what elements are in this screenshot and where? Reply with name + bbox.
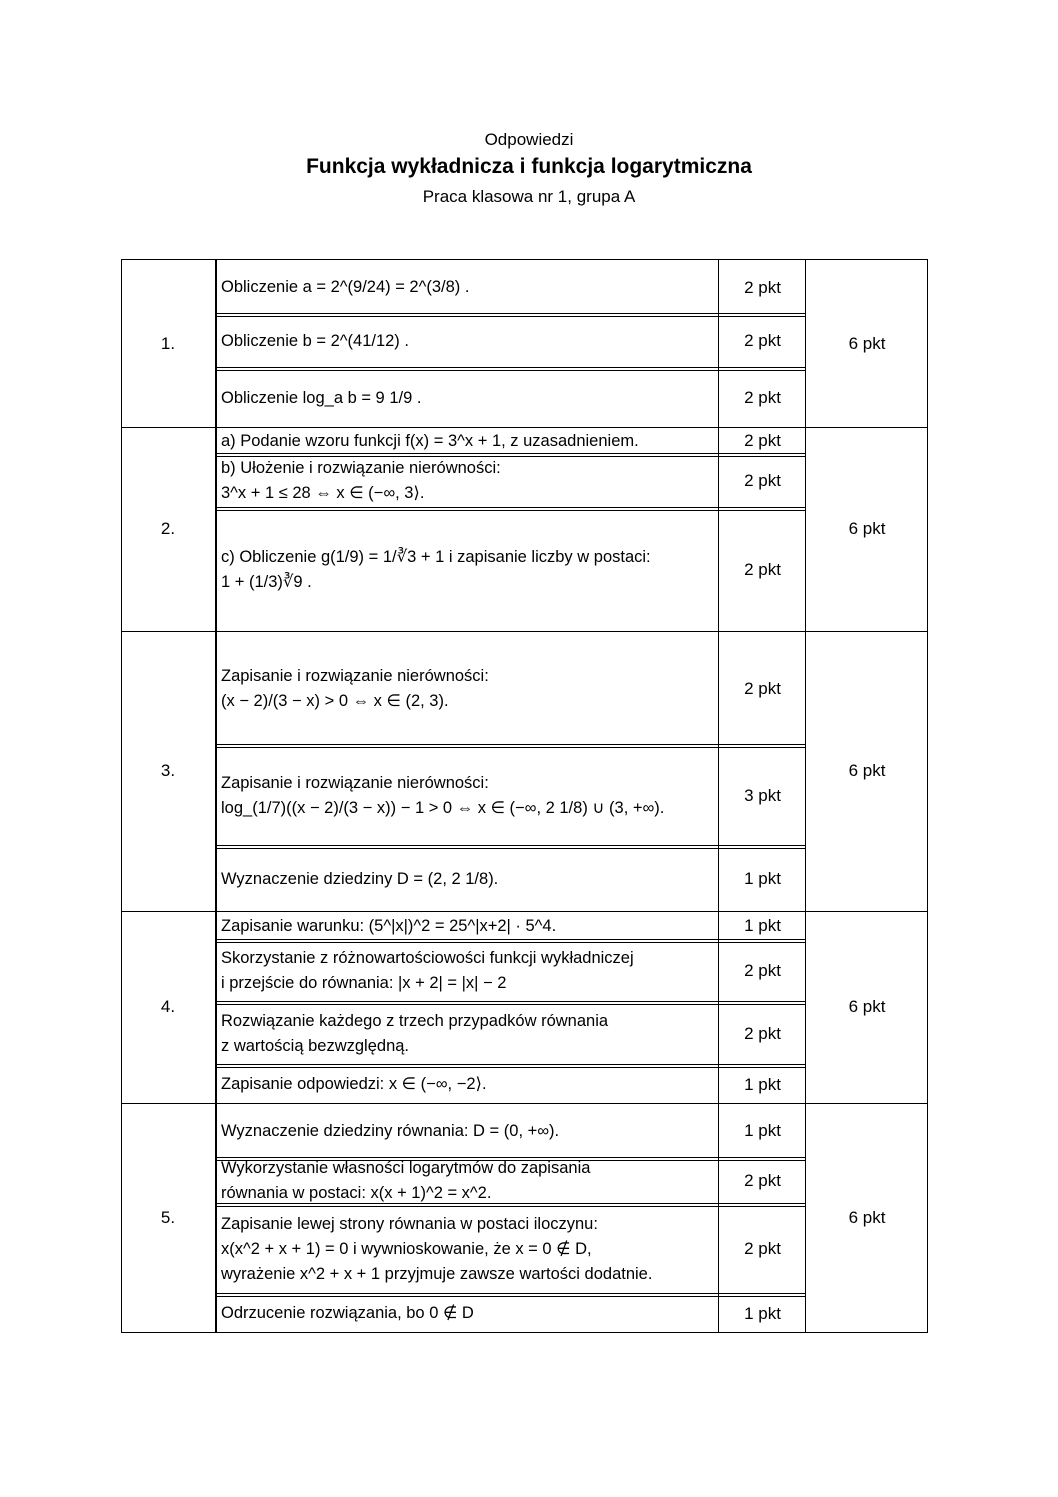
criterion-line: Obliczenie a = 2^(9/24) = 2^(3/8) . bbox=[221, 278, 470, 296]
criterion-line: Wykorzystanie własności logarytmów do zapisania bbox=[221, 1159, 591, 1177]
criterion-description bbox=[216, 315, 718, 367]
criterion-description bbox=[216, 633, 718, 744]
criterion-separator bbox=[216, 1001, 806, 1002]
criterion-description bbox=[216, 369, 718, 427]
criterion-separator bbox=[216, 939, 806, 940]
criterion-description bbox=[216, 1159, 718, 1203]
criterion-line: Skorzystanie z różnowartościowości funkcji wykładniczej bbox=[221, 949, 634, 967]
criterion-separator bbox=[216, 507, 806, 508]
criterion-points: 2 pkt bbox=[744, 560, 781, 579]
criterion-points: 2 pkt bbox=[744, 1239, 781, 1258]
criterion-points: 1 pkt bbox=[744, 1074, 781, 1094]
criterion-separator bbox=[216, 453, 806, 454]
criterion-line: Obliczenie log_a b = 9 1/9 . bbox=[221, 388, 422, 407]
criterion-points: 1 pkt bbox=[744, 1303, 781, 1323]
criterion-points: 2 pkt bbox=[744, 961, 781, 980]
criterion-points: 1 pkt bbox=[744, 869, 781, 888]
criterion-separator bbox=[216, 744, 806, 745]
criterion-line: a) Podanie wzoru funkcji f(x) = 3^x + 1, z uzasadnieniem. bbox=[221, 431, 639, 450]
criterion-line: Zapisanie lewej strony równania w postaci iloczynu: bbox=[221, 1214, 598, 1233]
criterion-description bbox=[216, 913, 718, 939]
criterion-line: Rozwiązanie każdego z trzech przypadków równania bbox=[221, 1011, 609, 1030]
criterion-line: Zapisanie warunku: (5^|x|)^2 = 25^|x+2| · 5^4. bbox=[221, 916, 557, 935]
criterion-separator bbox=[216, 845, 806, 846]
criterion-description bbox=[216, 1205, 718, 1293]
task-number: 3. bbox=[160, 761, 176, 780]
task-total-points: 6 pkt bbox=[848, 997, 886, 1016]
criterion-points: 2 pkt bbox=[744, 431, 781, 450]
task-total-points: 6 pkt bbox=[848, 333, 886, 353]
criterion-line: c) Obliczenie g(1/9) = 1/∛3 + 1 i zapisanie liczby w postaci: bbox=[221, 548, 651, 566]
criterion-points: 1 pkt bbox=[744, 916, 781, 935]
criterion-line: 1 + (1/3)∛9 . bbox=[221, 573, 312, 591]
criterion-line: b) Ułożenie i rozwiązanie nierówności: bbox=[221, 459, 501, 477]
criterion-description bbox=[216, 455, 718, 507]
criterion-description bbox=[216, 746, 718, 845]
criterion-separator bbox=[216, 367, 806, 368]
criterion-separator bbox=[216, 1293, 806, 1294]
criterion-line: log_(1/7)((x − 2)/(3 − x)) − 1 > 0 ⇔ x ∈ (−∞, 2 1/8) ∪ (3, +∞). bbox=[221, 798, 665, 817]
criterion-description bbox=[216, 1295, 718, 1332]
criterion-points: 2 pkt bbox=[744, 388, 781, 407]
criterion-points: 2 pkt bbox=[744, 471, 781, 490]
criterion-line: x(x^2 + x + 1) = 0 i wywnioskowanie, że x = 0 ∉ D, bbox=[221, 1239, 592, 1258]
document-label: Odpowiedzi bbox=[484, 130, 574, 149]
criterion-description bbox=[216, 1066, 718, 1103]
criterion-line: i przejście do równania: |x + 2| = |x| − 2 bbox=[221, 974, 507, 992]
criterion-description bbox=[216, 262, 718, 313]
criterion-line: Obliczenie b = 2^(41/12) . bbox=[221, 331, 409, 350]
criterion-line: (x − 2)/(3 − x) > 0 ⇔ x ∈ (2, 3). bbox=[221, 691, 449, 710]
criterion-line: Wyznaczenie dziedziny równania: D = (0, +∞). bbox=[221, 1121, 560, 1140]
criterion-line: wyrażenie x^2 + x + 1 przyjmuje zawsze wartości dodatnie. bbox=[221, 1264, 653, 1283]
task-number: 1. bbox=[160, 333, 176, 353]
document-title: Funkcja wykładnicza i funkcja logarytmiczna bbox=[306, 155, 752, 178]
criterion-description bbox=[216, 1105, 718, 1157]
criterion-description bbox=[216, 941, 718, 1001]
criterion-line: równania w postaci: x(x + 1)^2 = x^2. bbox=[221, 1184, 492, 1202]
criterion-line: Zapisanie odpowiedzi: x ∈ (−∞, −2⟩. bbox=[221, 1075, 487, 1093]
criterion-line: z wartością bezwzględną. bbox=[221, 1036, 410, 1055]
scoring-table bbox=[121, 259, 928, 1333]
criterion-description bbox=[216, 1003, 718, 1064]
criterion-line: Odrzucenie rozwiązania, bo 0 ∉ D bbox=[221, 1304, 474, 1322]
criterion-description bbox=[216, 509, 718, 631]
criterion-line: 3^x + 1 ≤ 28 ⇔ x ∈ (−∞, 3⟩. bbox=[221, 484, 425, 502]
criterion-points: 1 pkt bbox=[744, 1121, 781, 1140]
task-number: 5. bbox=[160, 1207, 176, 1227]
criterion-line: Wyznaczenie dziedziny D = (2, 2 1/8). bbox=[221, 869, 499, 888]
task-number: 2. bbox=[160, 519, 176, 538]
criterion-points: 2 pkt bbox=[744, 331, 781, 350]
task-total-points: 6 pkt bbox=[848, 519, 886, 538]
criterion-separator bbox=[216, 313, 806, 314]
criterion-description bbox=[216, 847, 718, 911]
criterion-points: 2 pkt bbox=[744, 1171, 781, 1190]
criterion-separator bbox=[216, 1064, 806, 1065]
criterion-points: 2 pkt bbox=[744, 277, 781, 297]
task-total-points: 6 pkt bbox=[848, 761, 886, 780]
criterion-separator bbox=[216, 1203, 806, 1204]
criterion-points: 2 pkt bbox=[744, 1023, 781, 1043]
task-total-points: 6 pkt bbox=[848, 1207, 886, 1227]
criterion-points: 2 pkt bbox=[744, 678, 781, 698]
criterion-line: Zapisanie i rozwiązanie nierówności: bbox=[221, 666, 489, 685]
criterion-description bbox=[216, 429, 718, 453]
criterion-points: 3 pkt bbox=[744, 785, 781, 805]
criterion-line: Zapisanie i rozwiązanie nierówności: bbox=[221, 773, 489, 792]
document-subtitle: Praca klasowa nr 1, grupa A bbox=[422, 187, 636, 206]
task-number: 4. bbox=[160, 997, 176, 1016]
